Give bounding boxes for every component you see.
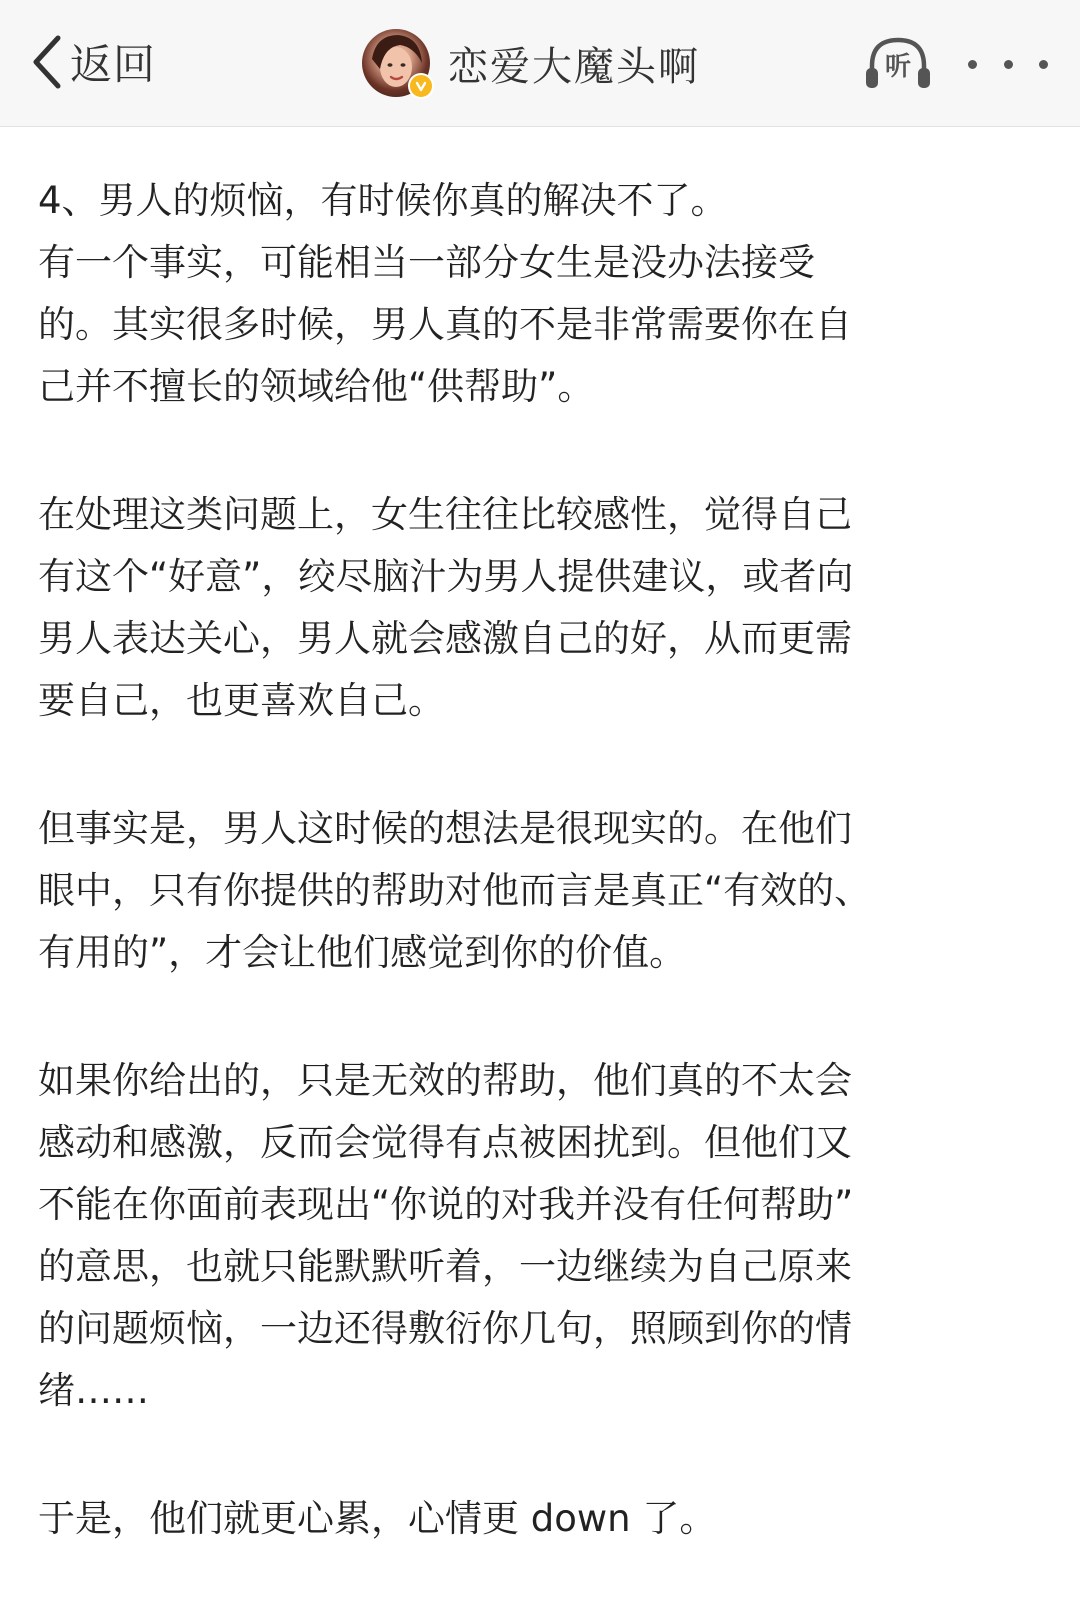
author-info[interactable]: [362, 28, 700, 98]
text-line: 的。其实很多时候，男人真的不是非常需要你在自: [38, 303, 852, 346]
chevron-left-icon: [30, 34, 64, 90]
text-line: 绪……: [38, 1369, 149, 1412]
text-line: 的问题烦恼，一边还得敷衍你几句，照顾到你的情: [38, 1307, 852, 1350]
text-line: 有这个“好意”，绞尽脑汁为男人提供建议，或者向: [38, 555, 854, 598]
text-line: 男人表达关心，男人就会感激自己的好，从而更需: [38, 617, 852, 660]
text-line: 有一个事实，可能相当一部分女生是没办法接受: [38, 241, 815, 284]
more-button[interactable]: [968, 46, 1048, 82]
text-line: 感动和感激，反而会觉得有点被困扰到。但他们又: [38, 1121, 852, 1164]
text-line: 于是，他们就更心累，心情更 down 了。: [38, 1497, 717, 1540]
text-line: 不能在你面前表现出“你说的对我并没有任何帮助”: [38, 1183, 854, 1226]
text-line: 己并不擅长的领域给他“供帮助”。: [38, 365, 595, 408]
username[interactable]: 恋爱大魔头啊: [448, 43, 700, 90]
paragraph: [38, 1050, 1048, 1422]
paragraph: [38, 484, 1048, 732]
back-button[interactable]: [30, 30, 156, 94]
article-body: [38, 170, 1048, 1616]
text-line: 在处理这类问题上，女生往往比较感性，觉得自己: [38, 493, 852, 536]
text-line: 但事实是，男人这时候的想法是很现实的。在他们: [38, 807, 852, 850]
top-nav-bar: [0, 0, 1080, 127]
text-line: 眼中，只有你提供的帮助对他而言是真正“有效的、: [38, 869, 872, 912]
paragraph: [38, 798, 1048, 984]
avatar[interactable]: [362, 29, 430, 97]
paragraph: [38, 170, 1048, 418]
text-line: 的意思，也就只能默默听着，一边继续为自己原来: [38, 1245, 852, 1288]
text-line: 4、男人的烦恼，有时候你真的解决不了。: [38, 179, 728, 222]
paragraph: [38, 1488, 1048, 1550]
back-label: 返回: [70, 40, 157, 89]
listen-label: 听: [884, 52, 911, 82]
listen-button[interactable]: [862, 34, 934, 94]
text-line: 如果你给出的，只是无效的帮助，他们真的不太会: [38, 1059, 852, 1102]
verified-badge-icon: [408, 73, 434, 99]
text-line: 有用的”，才会让他们感觉到你的价值。: [38, 931, 687, 974]
more-dots-icon: [968, 60, 977, 69]
text-line: 要自己，也更喜欢自己。: [38, 679, 445, 722]
